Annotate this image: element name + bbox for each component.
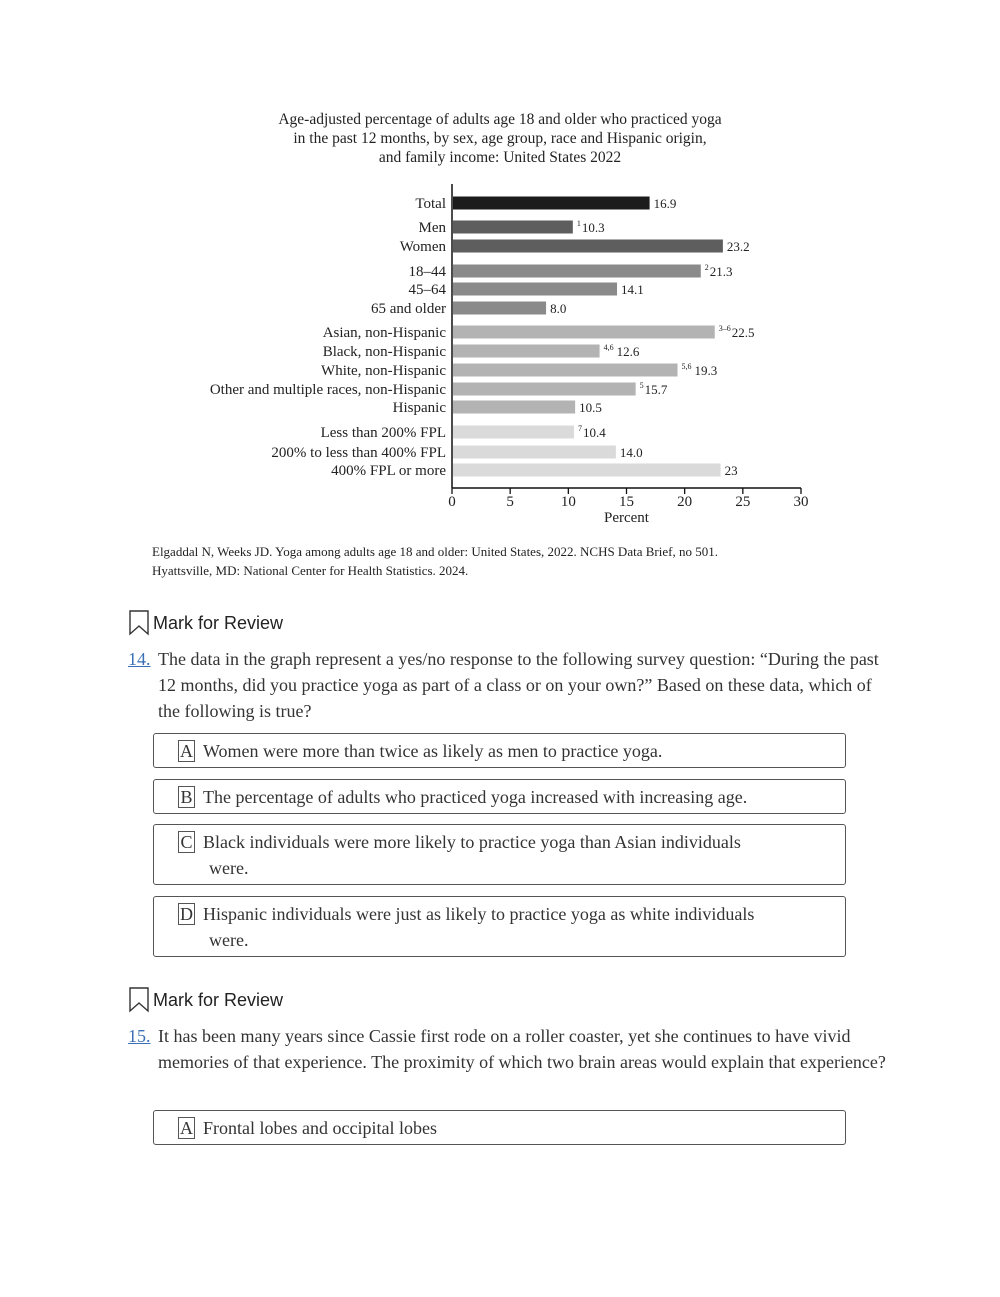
- bar-5: [453, 302, 546, 315]
- bar-0: [453, 197, 650, 210]
- value-label: 23: [724, 463, 738, 478]
- source-line-1: Elgaddal N, Weeks JD. Yoga among adults age 18 and older: United States, 2022. NCHS Data Brief, no 501.: [152, 544, 718, 559]
- footnote-mark: 7: [577, 424, 582, 433]
- bar-7: [453, 345, 600, 358]
- option-text: The percentage of adults who practiced yoga increased with increasing age.: [203, 787, 748, 807]
- chart-title-line-3: and family income: United States 2022: [378, 149, 622, 166]
- chart-source: [152, 542, 852, 580]
- category-label: Total: [415, 196, 446, 212]
- category-label: Black, non-Hispanic: [322, 344, 446, 360]
- mark-for-review-label: Mark for Review: [153, 612, 284, 633]
- option-letter: B: [178, 786, 195, 808]
- x-tick-label: 30: [793, 494, 809, 510]
- option-text-line-2: were.: [209, 930, 249, 950]
- value-label: 12.6: [616, 344, 640, 359]
- question-number-link[interactable]: 14.: [128, 649, 151, 669]
- option-letter: A: [180, 741, 193, 761]
- value-label: 14.0: [619, 445, 643, 460]
- value-label: 8.0: [550, 301, 567, 316]
- category-label: 65 and older: [371, 301, 446, 317]
- category-label: 400% FPL or more: [331, 463, 446, 479]
- value-label: 15.7: [644, 382, 668, 397]
- option-text-line-2: were.: [209, 858, 249, 878]
- chart-title-line-1: Age-adjusted percentage of adults age 18 and older who practiced yoga: [278, 111, 722, 128]
- bar-2: [453, 240, 723, 253]
- source-line-2: Hyattsville, MD: National Center for Health Statistics. 2024.: [152, 563, 469, 578]
- value-label: 16.9: [653, 196, 677, 211]
- question-text: The data in the graph represent a yes/no response to the following survey question: “During the past 12 months, did you practice yoga as part of a class or on your own?” Based on these data, which of the following is true?: [158, 649, 879, 721]
- mark-for-review-q14[interactable]: [128, 610, 283, 636]
- bar-12: [453, 446, 616, 459]
- answer-option-a[interactable]: [153, 733, 846, 768]
- footnote-mark: 2: [704, 263, 709, 272]
- answer-option-c[interactable]: [153, 824, 846, 885]
- value-label: 10.3: [581, 220, 605, 235]
- x-tick-label: 10: [560, 494, 576, 510]
- answer-option-b[interactable]: [153, 779, 846, 814]
- chart-title-line-2: in the past 12 months, by sex, age group, race and Hispanic origin,: [293, 130, 707, 147]
- bar-1: [453, 221, 573, 234]
- value-label: 22.5: [731, 325, 755, 340]
- category-label: White, non-Hispanic: [321, 363, 446, 379]
- bar-3: [453, 265, 701, 278]
- option-text-line-1: Hispanic individuals were just as likely to practice yoga as white individuals: [203, 904, 755, 924]
- bar-9: [453, 383, 636, 396]
- bookmark-icon: [128, 987, 150, 1013]
- bar-4: [453, 283, 617, 296]
- category-label: 18–44: [408, 264, 446, 280]
- bar-11: [453, 426, 574, 439]
- option-letter: C: [178, 831, 195, 853]
- footnote-mark: 1: [576, 219, 581, 228]
- category-label: Other and multiple races, non-Hispanic: [209, 382, 446, 398]
- yoga-bar-chart: [0, 0, 1000, 540]
- value-label: 10.4: [582, 425, 606, 440]
- x-axis-label: Percent: [604, 510, 649, 526]
- value-label: 14.1: [621, 282, 644, 297]
- option-text-line-1: Black individuals were more likely to practice yoga than Asian individuals: [203, 832, 741, 852]
- bar-10: [453, 401, 575, 414]
- option-text: Women were more than twice as likely as men to practice yoga.: [203, 741, 663, 761]
- footnote-mark: 4,6: [603, 343, 614, 352]
- value-label: 21.3: [709, 264, 733, 279]
- bookmark-icon: [128, 610, 150, 636]
- answer-option-a[interactable]: [153, 1110, 846, 1145]
- answer-option-d[interactable]: [153, 896, 846, 957]
- option-letter: D: [180, 904, 193, 924]
- value-label: 23.2: [726, 239, 750, 254]
- category-label: Asian, non-Hispanic: [322, 325, 446, 341]
- category-label: Men: [418, 220, 446, 236]
- value-label: 10.5: [579, 400, 602, 415]
- footnote-mark: 5,6: [681, 362, 692, 371]
- x-tick-label: 5: [506, 494, 514, 510]
- footnote-mark: 3–6: [718, 324, 731, 333]
- category-label: 45–64: [408, 282, 446, 298]
- question-number-link[interactable]: 15.: [128, 1026, 151, 1046]
- footnote-mark: 5: [639, 381, 644, 390]
- bar-6: [453, 326, 715, 339]
- question-15: [128, 1023, 898, 1075]
- category-label: Women: [399, 239, 446, 255]
- x-tick-label: 25: [735, 494, 751, 510]
- x-tick-label: 15: [619, 494, 634, 510]
- category-label: 200% to less than 400% FPL: [271, 445, 446, 461]
- mark-for-review-q15[interactable]: [128, 987, 283, 1013]
- question-14: [128, 646, 898, 724]
- bar-8: [453, 364, 678, 377]
- category-label: Less than 200% FPL: [320, 425, 446, 441]
- bar-13: [453, 464, 721, 477]
- option-letter: A: [180, 1118, 193, 1138]
- option-text: [203, 829, 815, 881]
- category-label: Hispanic: [392, 400, 446, 416]
- option-text: [203, 901, 815, 953]
- x-tick-label: 20: [677, 494, 693, 510]
- question-text: It has been many years since Cassie first rode on a roller coaster, yet she continues to have vivid memories of that experience. The proximity of which two brain areas would explain that experience?: [158, 1026, 886, 1072]
- x-tick-label: 0: [448, 494, 456, 510]
- value-label: 19.3: [694, 363, 718, 378]
- mark-for-review-label: Mark for Review: [153, 989, 284, 1010]
- option-text: Frontal lobes and occipital lobes: [203, 1118, 437, 1138]
